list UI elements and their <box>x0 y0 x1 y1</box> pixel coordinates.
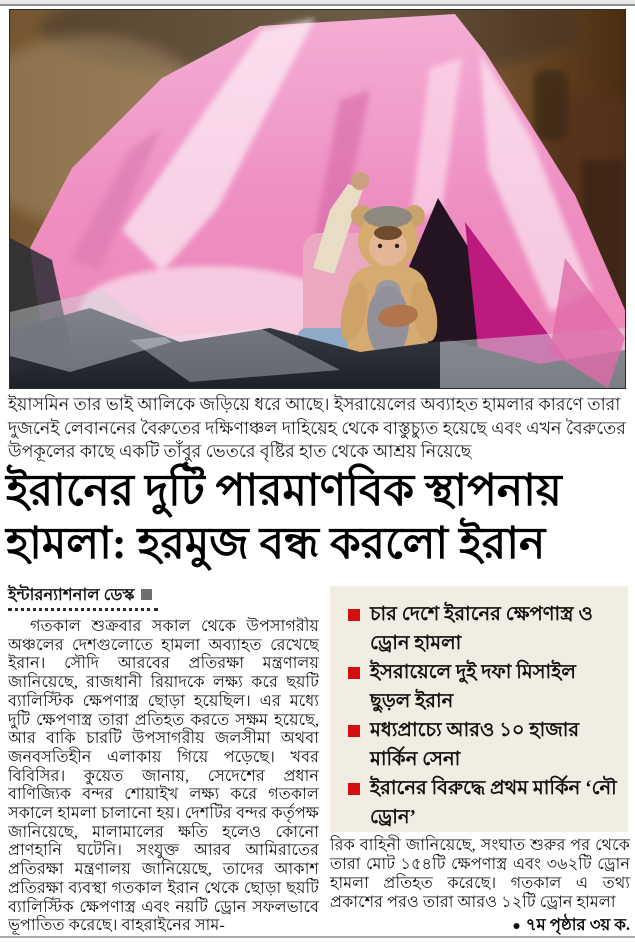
highlight-item <box>348 774 618 832</box>
photo-caption: ইয়াসমিন তার ভাই আলিকে জড়িয়ে ধরে আছে। ইসরায়েলের অব্যাহত হামলার কারণে তারা দুজনেই লেবাননের বৈরুতের দক্ষিণাঞ্চল দাহিয়েহ থেকে বাস্তুচ্যুত হয়েছে এবং এখন বৈরুতের উপকূলের কাছে একটি তাঁবুর ভেতরে বৃষ্টির হাত থেকে আশ্রয় নিয়েছে <box>8 394 626 461</box>
body-text-left: গতকাল শুক্রবার সকাল থেকে উপসাগরীয় অঞ্চলের দেশগুলোতে হামলা অব্যাহত রেখেছে ইরান। সৌদি আরবের প্রতিরক্ষা মন্ত্রণালয় জানিয়েছে, রাজধানী রিয়াদকে লক্ষ্য করে ছয়টি ব্যালিস্টিক ক্ষেপণাস্ত্র ছোড়া হয়েছিল। এর মধ্যে দুটি ক্ষেপণাস্ত্র তারা প্রতিহত করতে সক্ষম হয়েছে, আর বাকি চারটি উপসাগরীয় জলসীমা অথবা জনবসতিহীন এলাকায় গিয়ে পড়েছে। খবর বিবিসির। কুয়েত জানায়, সেদেশের প্রধান বাণিজ্যিক বন্দর শোয়াইখ লক্ষ্য করে গতকাল সকালে হামলা চালানো হয়। দেশটির বন্দর কর্তৃপক্ষ জানিয়েছে, মালামালের ক্ষতি হলেও কোনো প্রাণহানি ঘটেনি। সংযুক্ত আরব আমিরাতের প্রতিরক্ষা মন্ত্রণালয় জানিয়েছে, তাদের আকাশ প্রতিরক্ষা ব্যবস্থা গতকাল ইরান থেকে ছোড়া ছয়টি ব্যালিস্টিক ক্ষেপণাস্ত্র এবং নয়টি ড্রোন সফলভাবে ভূপাতিত করেছে। বাহরাইনের সাম- <box>8 617 319 935</box>
headline-line-2: হামলা: হরমুজ বন্ধ করলো ইরান <box>6 519 546 568</box>
article-body-left-column <box>8 617 319 935</box>
body-text-right: রিক বাহিনী জানিয়েছে, সংঘাত শুরুর পর থেকে তারা মোট ১৫৪টি ক্ষেপণাস্ত্র এবং ৩৬২টি ড্রোন হামলা প্রতিহত করেছে। গতকাল এ তথ্য প্রকাশের পরও তারা আরও ১২টি ড্রোন হামলা <box>330 836 630 911</box>
highlight-item-text: ইসরায়েলে দুই দফা মিসাইল ছুড়ল ইরান <box>370 662 576 712</box>
article-body-right-column <box>330 836 630 912</box>
highlight-item <box>348 716 618 774</box>
highlight-item <box>348 658 618 716</box>
highlight-item-text: ইরানের বিরুদ্ধে প্রথম মার্কিন ‘নৌ ড্রোন’ <box>370 778 617 828</box>
top-rule <box>0 0 635 6</box>
headline-line-1: ইরানের দুটি পারমাণবিক স্থাপনায় <box>6 466 562 515</box>
dotted-separator <box>8 604 158 611</box>
news-photo <box>10 10 625 388</box>
bottom-rule <box>0 936 635 938</box>
highlight-item-text: চার দেশে ইরানের ক্ষেপণাস্ত্র ও ড্রোন হামলা <box>370 604 593 654</box>
byline-label: ইন্টারন্যাশনাল ডেস্ক <box>8 585 135 604</box>
bullet-square-icon <box>348 725 360 737</box>
news-photo-illustration <box>10 10 625 388</box>
jump-reference <box>330 912 630 939</box>
highlight-item <box>348 600 618 658</box>
bullet-square-icon <box>348 667 360 679</box>
highlight-item-text: মধ্যপ্রাচ্যে আরও ১০ হাজার মার্কিন সেনা <box>370 720 580 770</box>
page-title <box>6 464 633 570</box>
jump-reference-text: ৭ম পৃষ্ঠার ৩য় ক. <box>525 915 630 934</box>
highlight-box <box>330 586 628 832</box>
bullet-square-icon <box>348 783 360 795</box>
byline-square-marker-icon <box>141 589 152 600</box>
bullet-square-icon <box>348 609 360 621</box>
jump-bullet-icon: ● <box>512 919 521 934</box>
